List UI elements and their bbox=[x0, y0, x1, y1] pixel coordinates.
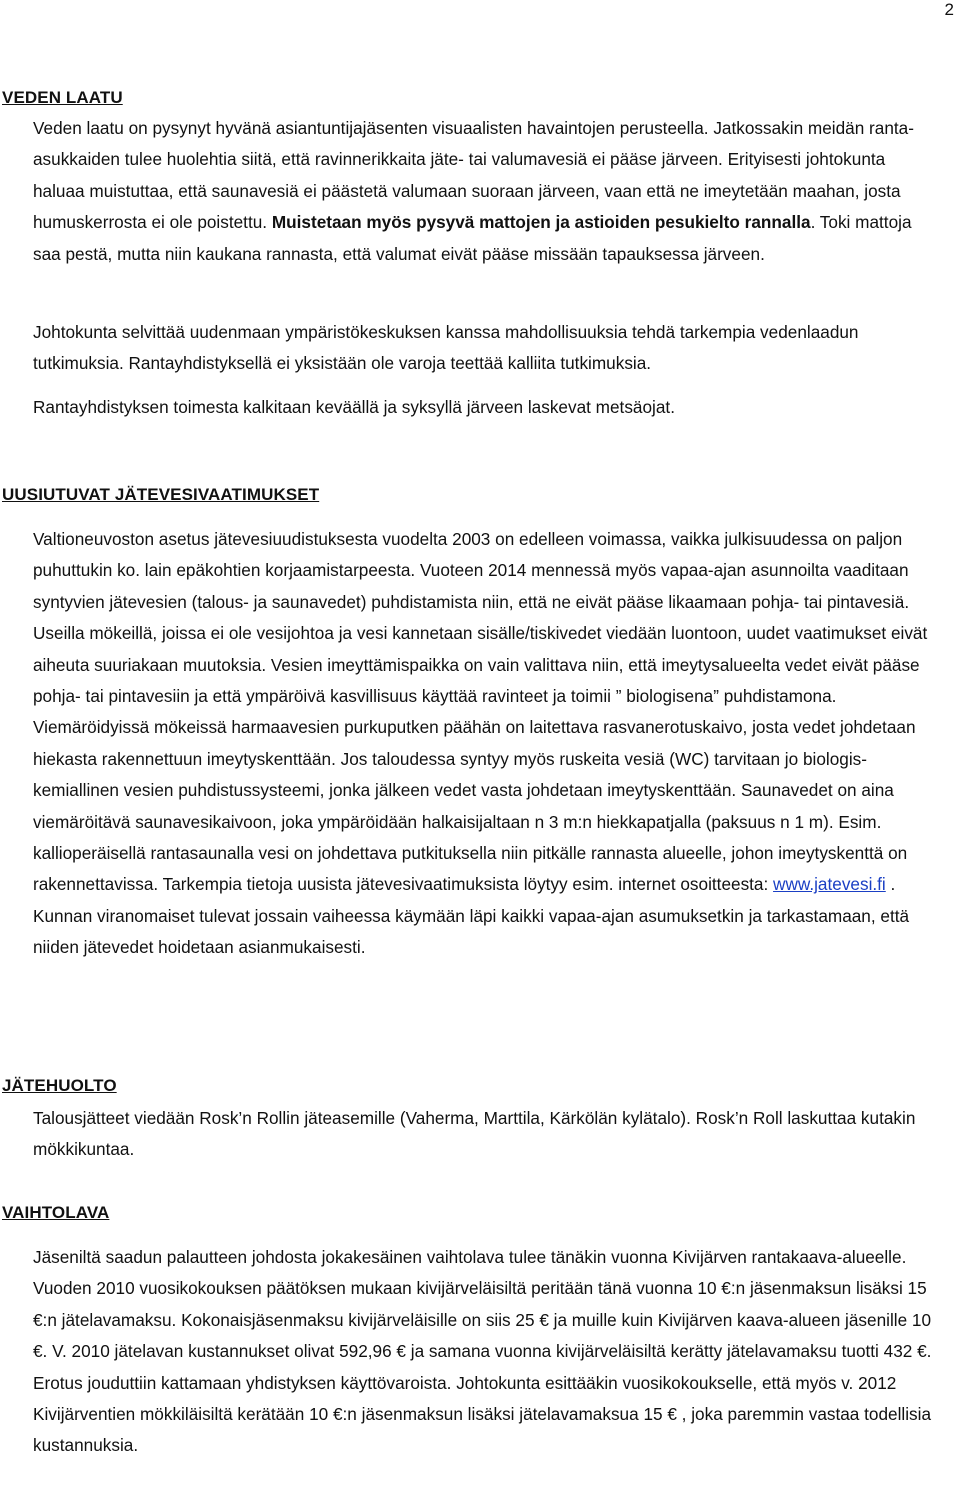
heading-vaihtolava: VAIHTOLAVA bbox=[2, 1203, 110, 1222]
heading-veden-laatu: VEDEN LAATU bbox=[2, 88, 123, 107]
paragraph-text: Valtioneuvoston asetus jätevesiuudistuksesta vuodelta 2003 on edelleen voimassa, vaikka julkisuudessa on paljon puhuttukin ko. lain epäkohtien korjaamistarpeesta. Vuoteen 2014 mennessä myös vapaa-ajan asunnoilta vaaditaan syntyvien jätevesien (talous- ja saunavedet) puhdistamista niin, että ne eivät pääse likaamaan pohja- tai pintavesiä. Useilla mökeillä, joissa ei ole vesijohtoa ja vesi kannetaan sisälle/tiskivedet viedään luontoon, uudet vaatimukset eivät aiheuta suuriakaan muutoksia. Vesien imeyttämispaikka on vain valittava niin, että imeytysalueelta vedet eivät pääse pohja- tai pintavesiin ja että ympäröivä kasvillisuus käyttää ravinteet ja toimii ” biologisena” puhdistamona. Viemäröidyissä mökeissä harmaavesien purkuputken päähän on laitettava rasvanerotuskaivo, josta vedet johdetaan hiekasta rakennettuun imeytyskenttään. Jos taloudessa syntyy myös ruskeita vesiä (WC) tarvitaan jo biologis-kemiallinen vesien puhdistussysteemi, jonka jälkeen vedet vasta johdetaan imeytyskenttään. Saunavedet on aina viemäröitävä saunavesikaivoon, joka ympäröidään halkaisijaltaan n 3 m:n hiekkapatjalla (paksuus n 1 m). Esim. kallioperäisellä rantasaunalla vesi on johdettava putkituksella niin pitkälle rannasta alueelle, johon imeytyskenttä on rakennettavissa. Tarkempia tietoja uusista jätevesivaatimuksista löytyy esim. internet osoitteesta: bbox=[33, 529, 928, 895]
page-number: 2 bbox=[944, 0, 954, 19]
paragraph-veden-laatu-3: Rantayhdistyksen toimesta kalkitaan keväällä ja syksyllä järveen laskevat metsäojat. bbox=[33, 397, 675, 417]
paragraph-text: . Toki mattoja saa pestä, mutta niin kaukana rannasta, että valumat eivät pääse missään tapauksessa järveen. bbox=[33, 212, 912, 264]
heading-jatevesivaatimukset: UUSIUTUVAT JÄTEVESIVAATIMUKSET bbox=[2, 485, 320, 504]
jatevesi-link[interactable]: www.jatevesi.fi bbox=[773, 874, 886, 895]
paragraph-bold-text: Muistetaan myös pysyvä mattojen ja astioiden pesukielto rannalla bbox=[271, 212, 811, 233]
paragraph-veden-laatu-2: Johtokunta selvittää uudenmaan ympäristökeskuksen kanssa mahdollisuuksia tehdä tarkempia vedenlaadun tutkimuksia. Rantayhdistyksellä ei yksistään ole varoja teettää kalliita tutkimuksia. bbox=[33, 322, 859, 374]
paragraph-vaihtolava: Jäseniltä saadun palautteen johdosta jokakesäinen vaihtolava tulee tänäkin vuonna Kivijärven rantakaava-alueelle. Vuoden 2010 vuosikokouksen päätöksen mukaan kivijärveläisiltä peritään tänä vuonna 10 €:n jäsenmaksun lisäksi 15 €:n jätelavamaksu. Kokonaisjäsenmaksu kivijärveläisille on siis 25 € ja muille kuin Kivijärven kaava-alueen jäsenille 10 €. V. 2010 jätelavan kustannukset olivat 592,96 € ja samana vuonna kivijärveläisiltä kerätty jätelavamaksu tuotti 432 €. Erotus jouduttiin kattamaan yhdistyksen käyttövaroista. Johtokunta esittääkin vuosikokoukselle, että myös v. 2012 Kivijärventien mökkiläisiltä kerätään 10 €:n jäsenmaksun lisäksi jätelavamaksua 15 € , joka paremmin vastaa todellisia kustannuksia. bbox=[33, 1247, 932, 1456]
paragraph-jatehuolto: Talousjätteet viedään Rosk’n Rollin jäteasemille (Vaherma, Marttila, Kärkölän kylätalo). Rosk’n Roll laskuttaa kutakin mökkikuntaa. bbox=[33, 1108, 916, 1160]
paragraph-veden-laatu-1 bbox=[33, 113, 938, 270]
heading-jatehuolto: JÄTEHUOLTO bbox=[2, 1076, 117, 1095]
paragraph-text: . Kunnan viranomaiset tulevat jossain vaiheessa käymään läpi kaikki vapaa-ajan asumuksetkin ja tarkastamaan, että niiden jätevedet hoidetaan asianmukaisesti. bbox=[33, 874, 910, 958]
paragraph-text: Veden laatu on pysynyt hyvänä asiantuntijajäsenten visuaalisten havaintojen perusteella. Jatkossakin meidän ranta-asukkaiden tulee huolehtia siitä, että ravinnerikkaita jäte- tai valumavesiä ei pääse järveen. Erityisesti johtokunta haluaa muistuttaa, että saunavesiä ei päästetä valumaan suoraan järveen, vaan että ne imeytetään maahan, josta humuskerrosta ei ole poistettu. bbox=[33, 118, 914, 233]
paragraph-jatevesivaatimukset bbox=[33, 524, 938, 964]
